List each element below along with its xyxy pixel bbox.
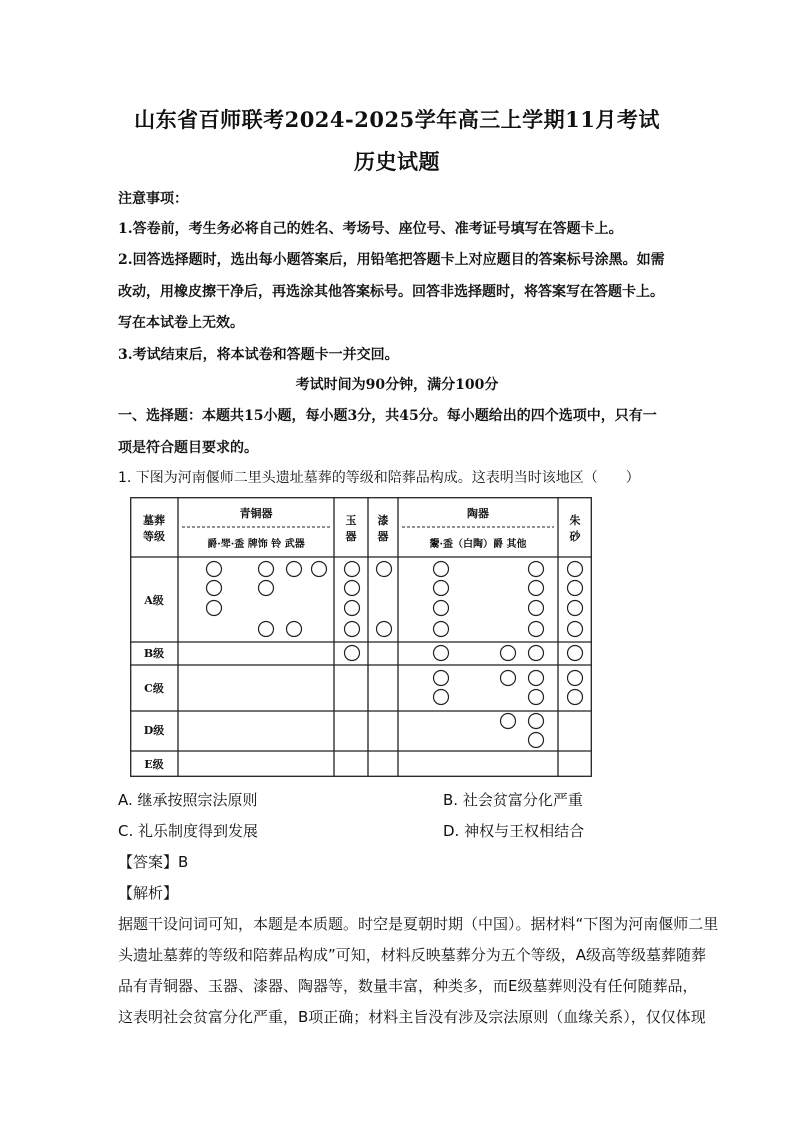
marker-c-white-pottery-2: [434, 690, 449, 705]
header-bronze: 青铜器: [239, 507, 273, 520]
marker-a-bronze-vessel-3: [207, 601, 222, 616]
marker-c-cinnabar-1: [568, 671, 583, 686]
header-pottery-sub: 鬶·盉（白陶）爵 其他: [429, 539, 527, 550]
marker-a-jade-3: [345, 601, 360, 616]
marker-a-lacquer-1: [377, 562, 392, 577]
marker-a-bell-2: [287, 622, 302, 637]
marker-c-other-pottery-2: [529, 690, 544, 705]
analysis-heading: 【解析】: [118, 884, 179, 902]
marker-a-cinnabar-3: [568, 601, 583, 616]
answer-label: 【答案】B: [118, 853, 189, 871]
analysis-line-1: 据题干设问词可知，本题是本质题。时空是夏朝时期（中国）。据材料“下图为河南偃师二里: [118, 915, 719, 933]
marker-a-white-pottery-2: [434, 581, 449, 596]
marker-b-other-pottery-1: [529, 646, 544, 661]
notice-item-1: 1.答卷前，考生务必将自己的姓名、考场号、座位号、准考证号填写在答题卡上。: [118, 221, 623, 237]
notice-item-2-line-2: 改动，用橡皮擦干净后，再选涂其他答案标号。回答非选择题时，将答案写在答题卡上。: [118, 284, 664, 300]
option-b: B. 社会贫富分化严重: [443, 791, 583, 809]
question-1-stem: 1. 下图为河南偃师二里头遗址墓葬的等级和陪葬品构成。这表明当时该地区（ ）: [118, 470, 640, 486]
notice-item-2-line-1: 2.回答选择题时，选出每小题答案后，用铅笔把答题卡上对应题目的答案标号涂黑。如需: [118, 252, 665, 268]
marker-c-pottery-jue-1: [501, 671, 516, 686]
marker-a-jade-4: [345, 622, 360, 637]
marker-a-white-pottery-4: [434, 622, 449, 637]
section-heading-line-1: 一、选择题：本题共15小题，每小题3分，共45分。每小题给出的四个选项中，只有一: [118, 408, 657, 424]
header-cinnabar-line-1: 朱: [569, 514, 581, 527]
row-label-e: E级: [144, 758, 164, 771]
row-label-c: C级: [144, 682, 164, 695]
marker-b-pottery-jue-1: [501, 646, 516, 661]
marker-a-white-pottery-1: [434, 562, 449, 577]
marker-a-plaque-3: [259, 622, 274, 637]
row-label-d: D级: [143, 724, 165, 737]
header-grade-line-2: 等级: [143, 530, 165, 543]
notice-item-2-line-3: 写在本试卷上无效。: [118, 315, 244, 331]
notice-item-3: 3.考试结束后，将本试卷和答题卡一并交回。: [118, 347, 399, 363]
marker-b-white-pottery-1: [434, 646, 449, 661]
marker-a-white-pottery-3: [434, 601, 449, 616]
marker-a-jade-1: [345, 562, 360, 577]
marker-a-cinnabar-4: [568, 622, 583, 637]
analysis-line-3: 品有青铜器、玉器、漆器、陶器等，数量丰富，种类多，而E级墓葬则没有任何随葬品，: [118, 977, 698, 995]
option-a: A. 继承按照宗法原则: [118, 791, 258, 809]
row-label-b: B级: [143, 647, 165, 660]
section-heading-line-2: 项是符合题目要求的。: [118, 440, 258, 456]
header-grade-line-1: 墓葬: [143, 514, 165, 527]
header-bronze-sub: 爵·斝·盉 牌饰 铃 武器: [207, 539, 305, 550]
burial-grade-figure: [130, 497, 592, 777]
marker-a-other-pottery-3: [529, 601, 544, 616]
marker-a-plaque-1: [259, 562, 274, 577]
analysis-line-2: 头遗址墓葬的等级和陪葬品构成”可知，材料反映墓葬分为五个等级，A级高等级墓葬随葬: [118, 946, 707, 964]
marker-b-cinnabar-1: [568, 646, 583, 661]
header-lacquer-line-2: 器: [377, 530, 389, 543]
marker-a-cinnabar-2: [568, 581, 583, 596]
exam-title: 山东省百师联考2024-2025学年高三上学期11月考试: [134, 107, 660, 132]
marker-d-pottery-jue-1: [501, 714, 516, 729]
marker-c-cinnabar-2: [568, 690, 583, 705]
analysis-line-4: 这表明社会贫富分化严重，B项正确；材料主旨没有涉及宗法原则（血缘关系），仅仅体现: [118, 1008, 706, 1026]
marker-a-bronze-vessel-2: [207, 581, 222, 596]
marker-c-white-pottery-1: [434, 671, 449, 686]
marker-d-other-pottery-2: [529, 733, 544, 748]
marker-d-other-pottery-1: [529, 714, 544, 729]
exam-subtitle: 历史试题: [354, 149, 440, 174]
marker-a-bronze-vessel-1: [207, 562, 222, 577]
header-pottery: 陶器: [467, 507, 489, 520]
marker-a-jade-2: [345, 581, 360, 596]
header-lacquer-line-1: 漆: [377, 514, 389, 527]
marker-c-other-pottery-1: [529, 671, 544, 686]
marker-a-plaque-2: [259, 581, 274, 596]
header-cinnabar-line-2: 砂: [569, 530, 581, 543]
option-c: C. 礼乐制度得到发展: [118, 822, 259, 840]
marker-a-cinnabar-1: [568, 562, 583, 577]
marker-a-other-pottery-1: [529, 562, 544, 577]
marker-a-bell-1: [287, 562, 302, 577]
marker-a-lacquer-2: [377, 622, 392, 637]
notice-heading: 注意事项：: [118, 191, 188, 207]
option-d: D. 神权与王权相结合: [443, 822, 585, 840]
marker-a-other-pottery-2: [529, 581, 544, 596]
marker-b-jade-1: [345, 646, 360, 661]
marker-a-weapon-1: [312, 562, 327, 577]
row-label-a: A级: [144, 594, 164, 607]
marker-a-other-pottery-4: [529, 622, 544, 637]
header-jade-line-2: 器: [345, 530, 357, 543]
header-jade-line-1: 玉: [345, 514, 357, 527]
exam-info: 考试时间为90分钟，满分100分: [295, 377, 499, 393]
